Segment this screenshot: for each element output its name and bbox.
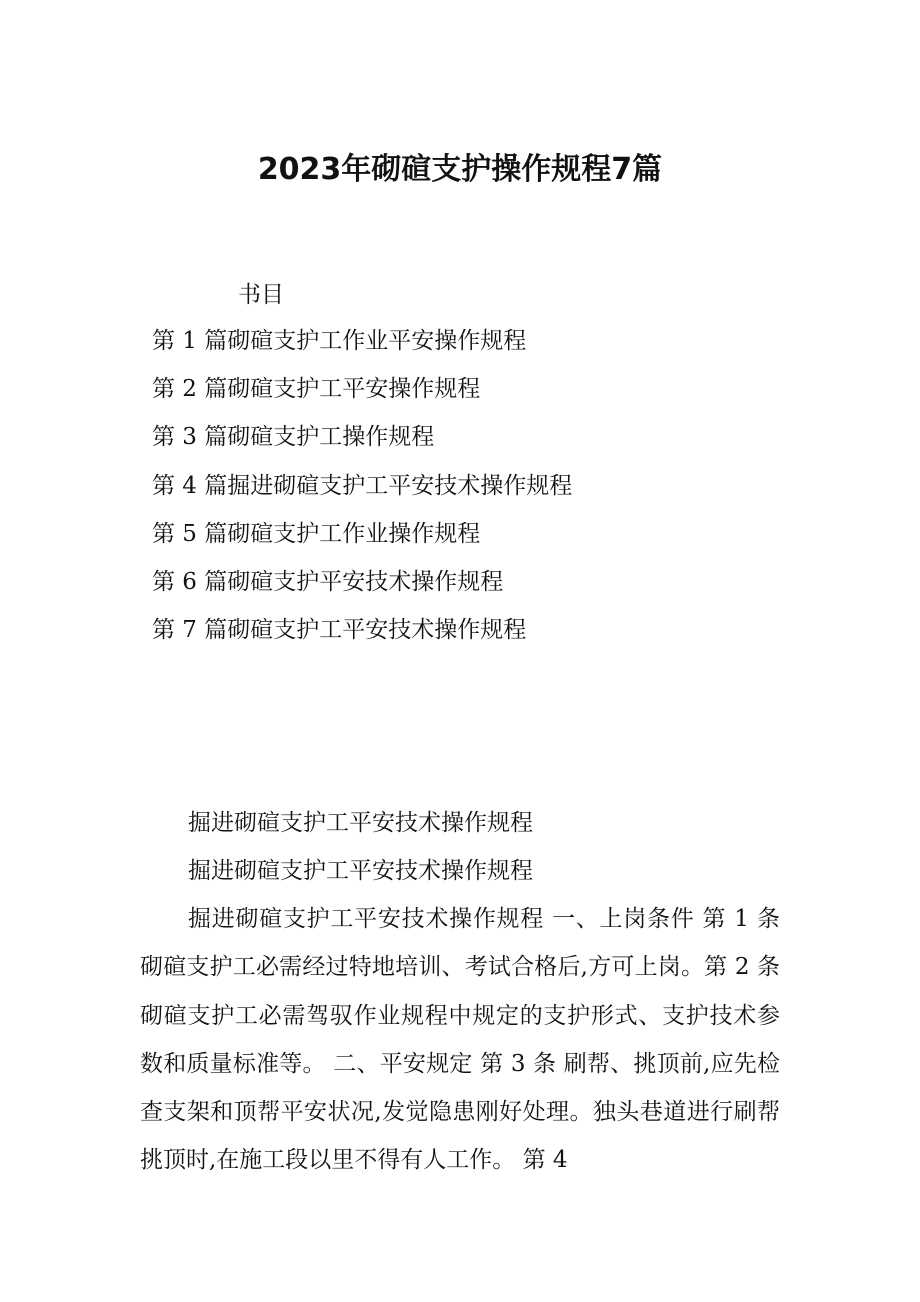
- toc-item-6: 第 6 篇砌碹支护平安技术操作规程: [152, 568, 504, 595]
- toc-item-4: 第 4 篇掘进砌碹支护工平安技术操作规程: [152, 472, 573, 499]
- toc-item-1: 第 1 篇砌碹支护工作业平安操作规程: [152, 328, 527, 354]
- table-of-contents: [152, 326, 572, 663]
- section-subheading: 掘进砌碹支护工平安技术操作规程: [188, 858, 533, 884]
- toc-item-2: 第 2 篇砌碹支护工平安操作规程: [152, 376, 481, 403]
- toc-item-7: 第 7 篇砌碹支护工平安技术操作规程: [152, 617, 527, 644]
- toc-item-5: 第 5 篇砌碹支护工作业操作规程: [152, 520, 481, 547]
- body-paragraph: 掘进砌碹支护工平安技术操作规程 一、上岗条件 第 1 条 砌碹支护工必需经过特地培训、考试合格后,方可上岗。第 2 条 砌碹支护工必需驾驭作业规程中规定的支护形式、支护技术参数和质量标准等。 二、平安规定 第 3 条 刷帮、挑顶前,应先检查支架和顶帮平安状况,发觉隐患刚好处理。独头巷道进行刷帮挑顶时,在施工段以里不得有人工作。 第 4: [140, 906, 780, 1174]
- toc-item-3: 第 3 篇砌碹支护工操作规程: [152, 424, 435, 451]
- body-section: [140, 808, 780, 1208]
- toc-heading: 书目: [238, 282, 284, 308]
- document-title: 2023年砌碹支护操作规程7篇: [257, 152, 663, 187]
- section-heading: 掘进砌碹支护工平安技术操作规程: [188, 810, 533, 836]
